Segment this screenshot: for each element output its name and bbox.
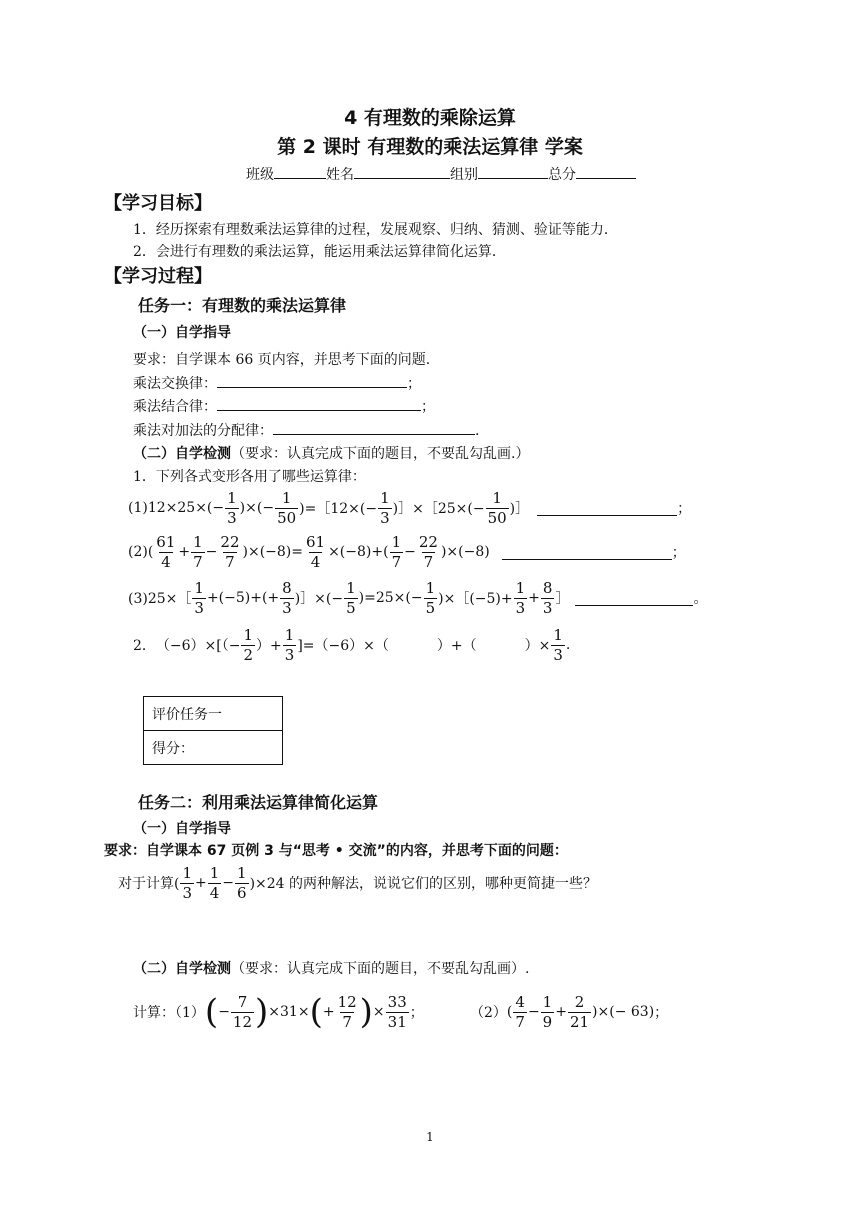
law-associative (133, 396, 435, 416)
fraction-2-21: $\frac{2}{21}$ (569, 992, 590, 1031)
question-2-prefix: 2． (133, 638, 156, 654)
task2-question-suffix: )×24 的两种解法，说说它们的区别，哪种更简捷一些？ (249, 876, 598, 892)
fraction-8-3: $\frac{8}{3}$ (542, 578, 553, 617)
score-blank[interactable] (576, 164, 636, 179)
law-associative-label: 乘法结合律： (133, 399, 217, 415)
fraction-33-31: $\frac{33}{31}$ (387, 992, 407, 1031)
equation-3-end: 。 (693, 591, 708, 607)
calc-2-label: （2） (470, 1005, 507, 1021)
goal-item-2: 2．会进行有理数的乘法运算，能运用乘法运算律简化运算． (133, 244, 506, 260)
task2-check-note: （要求：认真完成下面的题目，不要乱勾乱画）. (231, 961, 530, 977)
equation-1-blank[interactable] (537, 501, 677, 516)
fraction-1-4: $\frac{1}{4}$ (209, 863, 220, 902)
task1-check-line (133, 443, 529, 463)
question-1: 1．下列各式变形各用了哪些运算律： (133, 469, 366, 485)
process-heading: 【学习过程】 (104, 266, 212, 287)
fraction-1-9: $\frac{1}{9}$ (542, 992, 553, 1031)
fraction-7-12: $\frac{7}{12}$ (232, 992, 253, 1031)
equation-2-blank[interactable] (502, 545, 672, 560)
task2-check-title: （二）自学检测 (133, 961, 231, 977)
name-label: 姓名 (326, 167, 354, 183)
task1-title: 任务一：有理数的乘法运算律 (138, 296, 347, 315)
fraction-61-4: $\frac{61}{4}$ (305, 532, 326, 571)
equation-2: (2)( $\frac{61}{4}$ + $\frac{1}{7}$ − $\frac{22}{7}$ )×(−8)= $\frac{61}{4}$ ×(−8)+( $\frac{1}{7}$ − $\frac{22}{7}$ )×(−8) ； (128, 532, 686, 571)
law-distributive-end: . (475, 423, 480, 439)
law-commutative (133, 373, 421, 393)
fraction-1-3: $\frac{1}{3}$ (284, 625, 295, 664)
task1-guide-title: （一）自学指导 (133, 325, 231, 341)
group-blank[interactable] (478, 164, 548, 179)
name-blank[interactable] (354, 164, 450, 179)
task2-question: 对于计算( $\frac{1}{3}$ + $\frac{1}{4}$ − $\frac{1}{6}$ )×24 的两种解法，说说它们的区别，哪种更简捷一些？ (118, 863, 598, 902)
goal-item-1: 1．经历探索有理数乘法运算律的过程，发展观察、归纳、猜测、验证等能力． (133, 222, 618, 238)
fraction-22-7: $\frac{22}{7}$ (418, 532, 438, 571)
lesson-subtitle: 第 2 课时 有理数的乘法运算律 学案 (277, 136, 583, 158)
fraction-1-7: $\frac{1}{7}$ (193, 532, 203, 571)
law-commutative-blank[interactable] (217, 373, 407, 388)
task1-requirement: 要求：自学课本 66 页内容，并思考下面的问题. (133, 352, 431, 368)
calc-1-label: 计算：（1） (133, 1005, 205, 1021)
fraction-1-3: $\frac{1}{3}$ (553, 625, 563, 664)
fraction-1-3: $\frac{1}{3}$ (380, 488, 390, 527)
equation-3: (3)25×［ $\frac{1}{3}$ +(−5)+(+ $\frac{8}{3}$ )］×(− $\frac{1}{5}$ )=25×(− $\frac{1}{5}$ )×［(−5)+ $\frac{1}{3}$ + $\frac{8}{3}$ ］ 。 (128, 578, 708, 617)
law-commutative-label: 乘法交换律： (133, 376, 217, 392)
student-info-line (246, 164, 636, 184)
law-distributive-blank[interactable] (273, 420, 475, 435)
fraction-1-50: $\frac{1}{50}$ (487, 488, 507, 527)
group-label: 组别 (450, 167, 478, 183)
eval-score-cell[interactable]: 得分： (144, 731, 283, 765)
fraction-1-7: $\frac{1}{7}$ (391, 532, 402, 571)
fraction-1-3: $\frac{1}{3}$ (182, 863, 193, 902)
fraction-61-4: $\frac{61}{4}$ (156, 532, 176, 571)
fraction-1-3: $\frac{1}{3}$ (515, 578, 526, 617)
task2-requirement: 要求：自学课本 67 页例 3 与“思考 • 交流”的内容，并思考下面的问题： (104, 843, 568, 859)
fraction-4-7: $\frac{4}{7}$ (515, 992, 525, 1031)
calc-2-end: ； (654, 1005, 669, 1021)
task1-check-note: （要求：认真完成下面的题目，不要乱勾乱画.） (231, 446, 530, 462)
calc-1: 计算：（1） ( − $\frac{7}{12}$ ) ×31× ( + $\frac{12}{7}$ ) × $\frac{33}{31}$ ； (133, 992, 424, 1032)
fraction-12-7: $\frac{12}{7}$ (337, 992, 357, 1031)
question-2: 2． （−6）×[（− $\frac{1}{2}$ ）+ $\frac{1}{3}$ ]=（−6）×（ ）+（ ）× $\frac{1}{3}$ . (133, 625, 571, 664)
law-associative-blank[interactable] (217, 396, 421, 411)
goals-heading: 【学习目标】 (104, 193, 212, 214)
calc-2: （2） ( $\frac{4}{7}$ − $\frac{1}{9}$ + $\frac{2}{21}$ )×(− 63) ； (470, 992, 669, 1031)
equation-1-end: ； (677, 501, 692, 517)
task1-check-title: （二）自学检测 (133, 446, 231, 462)
eval-title-cell: 评价任务一 (144, 697, 283, 731)
fraction-1-50: $\frac{1}{50}$ (277, 488, 297, 527)
class-blank[interactable] (274, 164, 326, 179)
law-associative-end: ； (421, 399, 435, 415)
task1-evaluation-table (143, 696, 283, 765)
fraction-1-3: $\frac{1}{3}$ (194, 578, 204, 617)
task2-guide-title: （一）自学指导 (133, 821, 231, 837)
page-number: 1 (426, 1130, 434, 1144)
task2-question-prefix: 对于计算( (118, 876, 180, 892)
fraction-22-7: $\frac{22}{7}$ (220, 532, 240, 571)
equation-3-blank[interactable] (575, 591, 693, 606)
task2-check-line (133, 958, 529, 978)
law-distributive (133, 420, 479, 440)
class-label: 班级 (246, 167, 274, 183)
law-commutative-end: ； (407, 376, 421, 392)
fraction-1-6: $\frac{1}{6}$ (237, 863, 247, 902)
equation-2-end: ； (671, 545, 686, 561)
fraction-1-3: $\frac{1}{3}$ (227, 488, 237, 527)
fraction-1-5: $\frac{1}{5}$ (425, 578, 436, 617)
fraction-8-3: $\frac{8}{3}$ (282, 578, 292, 617)
lesson-title: 4 有理数的乘除运算 (344, 107, 516, 129)
equation-1: (1)12×25×(− $\frac{1}{3}$ )×(− $\frac{1}{50}$ )=［12×(− $\frac{1}{3}$ )］×［25×(− $\frac{1}{50}$ )］ ； (128, 488, 692, 527)
fraction-1-2: $\frac{1}{2}$ (243, 625, 254, 664)
fraction-1-5: $\frac{1}{5}$ (346, 578, 356, 617)
law-distributive-label: 乘法对加法的分配律： (133, 423, 273, 439)
score-label: 总分 (548, 167, 576, 183)
task2-title: 任务二：利用乘法运算律简化运算 (138, 793, 379, 812)
calc-1-end: ； (409, 1005, 424, 1021)
